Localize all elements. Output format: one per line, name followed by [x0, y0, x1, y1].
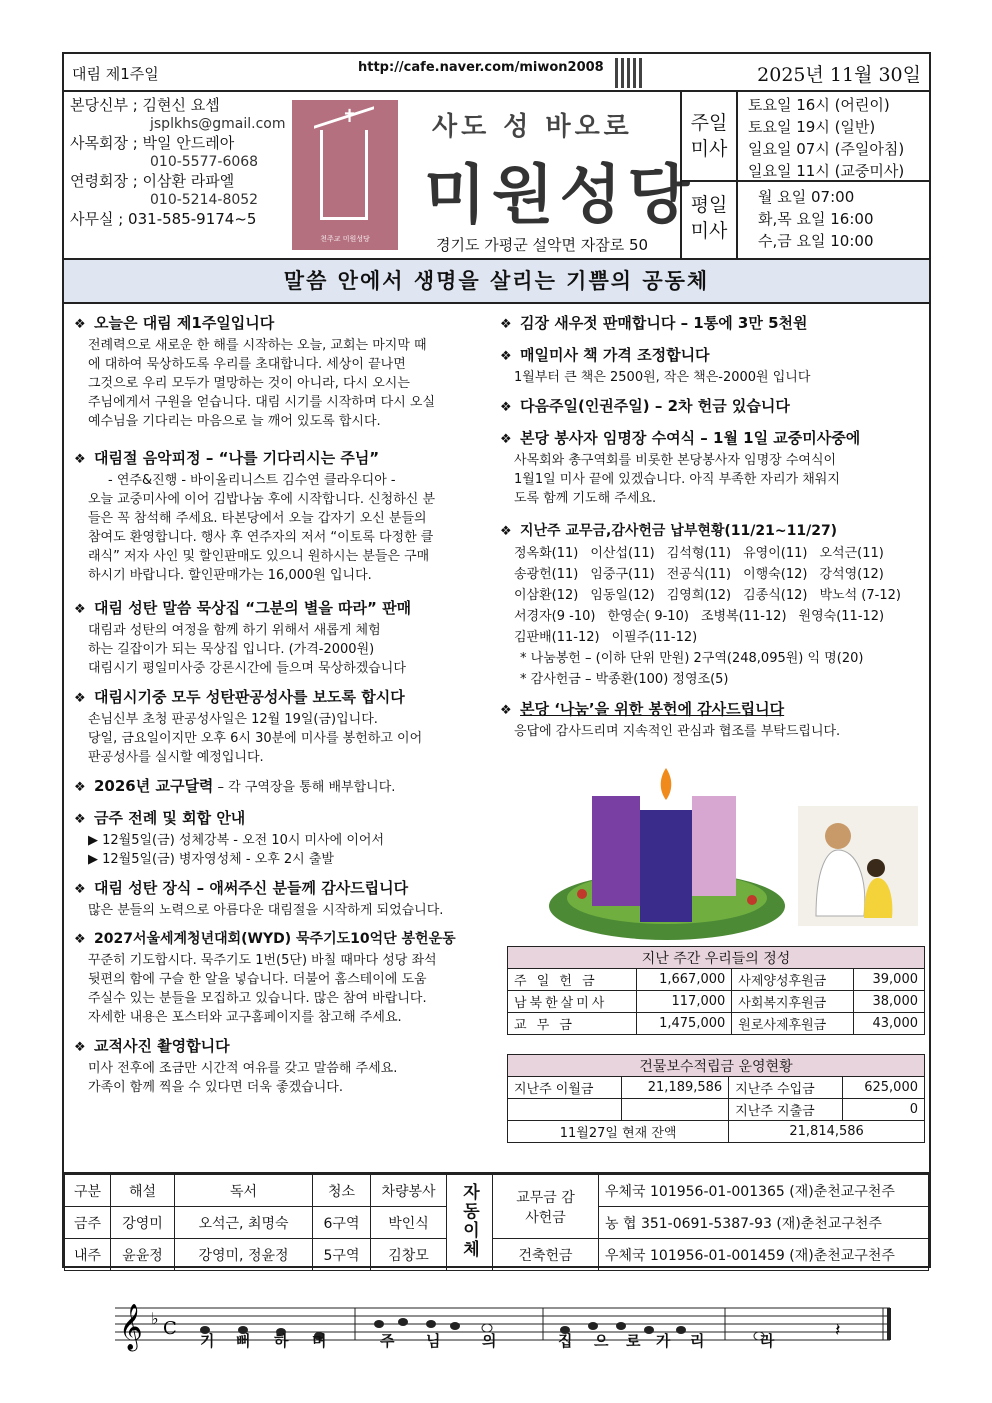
notice-line: 1월부터 큰 책은 2500원, 작은 책은-2000원 입니다: [514, 370, 811, 385]
notice-line: 판공성사를 실시할 예정입니다.: [88, 750, 264, 765]
notice-line: 대림과 성탄의 여정을 함께 하기 위해서 새롭게 체험: [88, 623, 381, 638]
candle-pink: [692, 796, 736, 896]
notice-line: 주님에게서 구원을 얻습니다. 대림 시기를 시작하며 다시 오실: [88, 395, 436, 410]
diamond-bullet-icon: ❖: [74, 932, 86, 947]
top-strip: [64, 54, 929, 92]
table-cell: 5구역: [313, 1239, 371, 1271]
table-cell: 사제양성후원금: [732, 969, 854, 991]
advent-wreath-image: [542, 766, 792, 954]
table-cell: 내주: [65, 1239, 111, 1271]
jesus-head: [825, 823, 851, 849]
table-header: 구분: [65, 1175, 111, 1207]
donor: 이행숙(12): [743, 567, 808, 582]
staff-office: 사무실 ; 031-585-9174~5: [70, 210, 257, 228]
notice-line: 하시기 바랍니다. 할인판매가는 16,000원 입니다.: [88, 568, 372, 583]
table-cell: 강영미, 정윤정: [175, 1239, 313, 1271]
donor: 전공식(11): [666, 567, 732, 582]
notice-line: 자세한 내용은 포스터와 교구홈페이지를 참고해 주세요.: [88, 1010, 402, 1025]
staff-council: 사목회장 ; 박일 안드레아: [70, 134, 235, 152]
lyric-syllable: 의: [482, 1332, 498, 1350]
church-address: 경기도 가평군 설악면 자잠로 50: [436, 236, 649, 254]
mass-schedule: [680, 92, 929, 258]
cross-icon: ✝: [342, 106, 358, 127]
wreath-berry: [577, 889, 587, 899]
rest-icon: 𝄽: [835, 1320, 841, 1341]
notice-line: ▶ 12월5일(금) 성체강복 - 오전 10시 미사에 이어서: [88, 833, 385, 848]
qr-code-icon[interactable]: [615, 58, 645, 88]
donor: 김영희(12): [666, 588, 732, 603]
lyric-syllable: 라: [760, 1332, 776, 1350]
donor: 조병복(11-12): [700, 609, 787, 624]
lyric-syllable: 가: [656, 1332, 672, 1350]
sunday-mass-time: 일요일 11시 (교중미사): [748, 162, 905, 180]
notice-title: 교적사진 촬영합니다: [94, 1037, 230, 1055]
notice-line: 하는 길잡이가 되는 묵상집 입니다. (가격-2000원): [88, 642, 375, 657]
notice-line: 가족이 함께 찍을 수 있다면 더욱 좋겠습니다.: [88, 1080, 343, 1095]
staff-funeral-phone: 010-5214-8052: [150, 192, 259, 208]
donor: 이산섭(11): [590, 546, 655, 561]
notice-line: ▶ 12월5일(금) 병자영성체 - 오후 2시 출발: [88, 852, 334, 867]
notice-music-retreat: [74, 447, 484, 585]
staff-priest-email[interactable]: jsplkhs@gmail.com: [150, 116, 286, 132]
notice-title: 대림시기중 모두 성탄판공성사를 보도록 합시다: [94, 688, 405, 706]
notice-today: [74, 312, 484, 431]
diamond-bullet-icon: ❖: [74, 317, 86, 332]
notice-line: 많은 분들의 노력으로 아름다운 대림절을 시작하게 되었습니다.: [88, 903, 444, 918]
notice-line: - 연주&진행 - 바이올리니스트 김수연 클라우디아 -: [108, 473, 396, 488]
table-cell: 1,667,000: [636, 969, 732, 991]
cafe-url[interactable]: http://cafe.naver.com/miwon2008: [358, 60, 604, 75]
notice-line: 들은 꼭 참석해 주세요. 타본당에서 오늘 갑자기 오신 분들의: [88, 511, 427, 526]
table-cell: 11월27일 현재 잔액: [508, 1121, 729, 1143]
notice-meditation-book: [74, 597, 484, 678]
diamond-bullet-icon: ❖: [74, 691, 86, 706]
donor: 김석형(11): [666, 546, 732, 561]
table-cell: 43,000: [854, 1013, 925, 1035]
candle-purple: [592, 796, 640, 906]
weekday-mass: [682, 182, 931, 258]
notice-line: 전례력으로 새로운 한 해를 시작하는 오늘, 교회는 마지막 때: [88, 338, 427, 353]
bulletin-date: 2025년 11월 30일: [757, 64, 921, 86]
table-cell: 강영미: [111, 1207, 175, 1239]
notice-liturgy: [74, 807, 484, 869]
sunday-mass-label: 주일 미사: [682, 92, 738, 180]
donor: 한영순( 9-10): [607, 609, 689, 624]
notice-title: 대림 성탄 말씀 묵상집 “그분의 별을 따라” 판매: [94, 599, 412, 617]
diamond-bullet-icon: ❖: [500, 400, 512, 415]
lyric-syllable: 로: [626, 1332, 642, 1350]
table-cell: 6구역: [313, 1207, 371, 1239]
notice-line: 래식” 저자 사인 및 할인판매도 있으니 원하시는 분들은 구매: [88, 549, 430, 564]
table-cell: 금주: [65, 1207, 111, 1239]
notice-kimchi: [500, 312, 925, 336]
notice-line: 꾸준히 기도합시다. 묵주기도 1번(5단) 바칠 때마다 성당 좌석: [88, 953, 437, 968]
notice-title: 2026년 교구달력: [94, 777, 214, 795]
donor: 임중구(11): [590, 567, 655, 582]
bulletin-page: [62, 52, 931, 1268]
notice-line: 응답에 감사드리며 지속적인 관심과 협조를 부탁드립니다.: [514, 724, 841, 739]
notice-tail: – 각 구역장을 통해 배부합니다.: [213, 780, 396, 795]
table-cell: 지난주 지출금: [729, 1099, 843, 1121]
sunday-mass-list: [748, 94, 904, 182]
notice-line: 대림시기 평일미사중 강론시간에 들으며 묵상하겠습니다: [88, 661, 406, 676]
child-head: [867, 859, 885, 877]
wreath-berry: [747, 895, 757, 905]
table-cell: 38,000: [854, 991, 925, 1013]
table-row: [508, 1013, 925, 1035]
diamond-bullet-icon: ❖: [74, 452, 86, 467]
header: [64, 92, 929, 260]
donor: 원영숙(11-12): [798, 609, 885, 624]
table-cell: 21,189,586: [621, 1077, 729, 1099]
table-cell: 1,475,000: [636, 1013, 732, 1035]
table-cell: 21,814,586: [729, 1121, 925, 1143]
sunday-mass: [682, 92, 931, 182]
lyric-syllable: 하: [274, 1332, 290, 1350]
weekday-mass-label: 평일 미사: [682, 182, 738, 258]
weekday-mass-list: [758, 186, 874, 252]
lyric-syllable: 며: [312, 1332, 328, 1350]
lyric-syllable: 으: [594, 1332, 610, 1350]
notice-photo: [74, 1035, 484, 1097]
sunday-mass-time: 토요일 19시 (일반): [748, 118, 876, 136]
diamond-bullet-icon: ❖: [74, 780, 86, 795]
donor: 이삼환(12): [514, 588, 579, 603]
notice-wyd: [74, 928, 484, 1027]
common-time-icon: C: [163, 1318, 177, 1339]
notice-title: 본당 봉사자 임명장 수여식 – 1월 1일 교중미사중에: [520, 429, 861, 447]
treble-clef-icon: 𝄞: [119, 1304, 143, 1350]
lyric-syllable: 뻐: [236, 1332, 252, 1350]
church-name: 미원성당: [424, 159, 696, 233]
notice-title: 지난주 교무금,감사헌금 납부현황(11/21~11/27): [520, 523, 838, 539]
staff-contacts: [70, 96, 286, 229]
table-row: [508, 1077, 925, 1099]
table-cell: 625,000: [842, 1077, 924, 1099]
weekday-mass-time: 화,목 요일 16:00: [758, 210, 874, 228]
table-header: 차량봉사: [371, 1175, 447, 1207]
donor: 유영이(11): [743, 546, 808, 561]
notice-line: 오늘 교중미사에 이어 김밥나눔 후에 시작합니다. 신청하신 분: [88, 492, 436, 507]
notice-line: 사목회와 총구역회를 비롯한 본당봉사자 임명장 수여식이: [514, 453, 837, 468]
notice-line: 당일, 금요일이지만 오후 6시 30분에 미사를 봉헌하고 이어: [88, 731, 423, 746]
staff-funeral: 연령회장 ; 이삼환 라파엘: [70, 172, 235, 190]
table-header: 독서: [175, 1175, 313, 1207]
parish-motto: 말씀 안에서 생명을 살리는 기쁨의 공동체: [64, 260, 929, 304]
right-column: [500, 312, 925, 749]
notice-line: 그것으로 우리 모두가 멸망하는 것이 아니라, 다시 오시는: [88, 376, 410, 391]
left-column: [74, 312, 484, 1105]
table-header: 청소: [313, 1175, 371, 1207]
weekday-mass-time: 수,금 요일 10:00: [758, 232, 874, 250]
diamond-bullet-icon: ❖: [500, 524, 512, 539]
thanks-offering: * 감사헌금 – 박종환(100) 정영조(5): [520, 672, 729, 687]
donor: 서경자(9 -10): [514, 609, 596, 624]
notice-title: 다음주일(인권주일) – 2차 헌금 있습니다: [520, 397, 790, 415]
table-cell: 원로사제후원금: [732, 1013, 854, 1035]
notice-title: 매일미사 책 가격 조정합니다: [520, 346, 710, 364]
diamond-bullet-icon: ❖: [500, 349, 512, 364]
song-score: [115, 1276, 895, 1376]
table-cell: 지난주 이월금: [508, 1077, 622, 1099]
donor: 박노석 (7-12): [819, 588, 901, 603]
donor: 송광헌(11): [514, 567, 579, 582]
notice-appointment: [500, 427, 925, 508]
liturgical-week: 대림 제1주일: [72, 65, 159, 83]
notice-line: 예수님을 기다리는 마음으로 늘 깨어 있도록 합시다.: [88, 414, 381, 429]
jesus-child-image: [798, 806, 918, 926]
table-cell: 김창모: [371, 1239, 447, 1271]
table-header: 해설: [111, 1175, 175, 1207]
notice-title: 금주 전례 및 회합 안내: [94, 809, 246, 827]
candle-flame: [661, 768, 672, 800]
notice-title: 오늘은 대림 제1주일입니다: [94, 314, 275, 332]
bank-label: 건축헌금: [493, 1239, 599, 1271]
table-cell: 남북한살미사: [508, 991, 637, 1013]
notice-line: 도록 함께 기도해 주세요.: [514, 491, 657, 506]
table-cell: 오석근, 최명숙: [175, 1207, 313, 1239]
notice-line: 주실수 있는 분들을 모집하고 있습니다. 많은 참여 바랍니다.: [88, 991, 427, 1006]
bank-label: 교무금 감사헌금: [493, 1175, 599, 1239]
table-row: [65, 1239, 929, 1271]
table-cell: 0: [842, 1099, 924, 1121]
donor: 김판배(11-12): [514, 630, 600, 645]
notice-line: 손님신부 초청 판공성사일은 12월 19일(금)입니다.: [88, 712, 378, 727]
notice-title: 김장 새우젓 판매합니다 – 1통에 3만 5천원: [520, 314, 808, 332]
diamond-bullet-icon: ❖: [74, 1040, 86, 1055]
building-fund-table: [507, 1054, 925, 1143]
offering-table: [507, 946, 925, 1035]
donor: 오석근(11): [819, 546, 884, 561]
table-cell: [508, 1099, 622, 1121]
table-cell: 117,000: [636, 991, 732, 1013]
table-row: [508, 1121, 925, 1143]
weekday-mass-time: 월 요일 07:00: [758, 188, 855, 206]
lyric-syllable: 님: [426, 1332, 442, 1350]
donor: 강석영(12): [819, 567, 884, 582]
notice-calendar: [74, 775, 484, 799]
notice-second-collection: [500, 395, 925, 419]
lyric-syllable: 주: [380, 1332, 396, 1350]
table-cell: 주 일 헌 금: [508, 969, 637, 991]
notice-line: 참여도 환영합니다. 행사 후 연주자의 저서 “이토록 다정한 클: [88, 530, 434, 545]
auto-transfer-text: 자동이체: [459, 1182, 479, 1259]
church-logo: [292, 100, 398, 250]
notice-line: 에 대하여 묵상하도록 우리를 초대합니다. 세상이 끝나면: [88, 357, 406, 372]
staff-priest: 본당신부 ; 김현신 요셉: [70, 96, 220, 114]
notice-title: 대림 성탄 장식 – 애써주신 분들께 감사드립니다: [94, 879, 409, 897]
candle-violet: [640, 810, 692, 922]
donor: 임동일(12): [590, 588, 655, 603]
flat-sign-icon: ♭: [151, 1309, 159, 1328]
logo-building: [320, 130, 368, 220]
table-cell: 지난주 수입금: [729, 1077, 843, 1099]
notice-confession: [74, 686, 484, 767]
table-row: [508, 969, 925, 991]
notice-missal-price: [500, 344, 925, 387]
church-subtitle: 사도 성 바오로: [432, 112, 633, 142]
duty-table: [64, 1174, 929, 1271]
logo-caption: 천주교 미원성당: [320, 235, 370, 243]
lyric-syllable: 기: [200, 1332, 216, 1350]
diamond-bullet-icon: ❖: [74, 882, 86, 897]
table-row: [65, 1175, 929, 1207]
diamond-bullet-icon: ❖: [74, 812, 86, 827]
bank-account: 농 협 351-0691-5387-93 (재)춘천교구천주: [599, 1207, 929, 1239]
notice-sharing-thanks: [500, 698, 925, 741]
lyric-syllable: 리: [690, 1332, 706, 1350]
notice-title: 2027서울세계청년대회(WYD) 묵주기도10억단 봉헌운동: [94, 931, 456, 947]
notice-title: 대림절 음악피정 – “나를 기다리시는 주님”: [94, 449, 380, 467]
diamond-bullet-icon: ❖: [74, 602, 86, 617]
table-cell: [621, 1099, 729, 1121]
sharing-offering: * 나눔봉헌 – (이하 단위 만원) 2구역(248,095원) 익 명(20): [520, 651, 864, 666]
notice-decoration: [74, 877, 484, 920]
table-row: [508, 1099, 925, 1121]
table-cell: 윤윤정: [111, 1239, 175, 1271]
diamond-bullet-icon: ❖: [500, 432, 512, 447]
table-cell: 박인식: [371, 1207, 447, 1239]
bank-account: 우체국 101956-01-001459 (재)춘천교구천주: [599, 1239, 929, 1271]
sunday-mass-time: 토요일 16시 (어린이): [748, 96, 890, 114]
notice-title: 본당 ‘나눔’을 위한 봉헌에 감사드립니다: [520, 700, 785, 718]
diamond-bullet-icon: ❖: [500, 317, 512, 332]
donor: 정옥화(11): [514, 546, 579, 561]
lyric-syllable: 집: [558, 1332, 574, 1350]
auto-transfer-label: [447, 1175, 493, 1271]
notice-line: 1월1일 미사 끝에 있겠습니다. 아직 부족한 자리가 채워지: [514, 472, 840, 487]
sunday-mass-time: 일요일 07시 (주일아침): [748, 140, 905, 158]
table-cell: 교 무 금: [508, 1013, 637, 1035]
notice-line: 미사 전후에 조금만 시간적 여유를 갖고 말씀해 주세요.: [88, 1061, 398, 1076]
donor: 김종식(12): [743, 588, 808, 603]
diamond-bullet-icon: ❖: [500, 703, 512, 718]
table-cell: 39,000: [854, 969, 925, 991]
bank-account: 우체국 101956-01-001365 (재)춘천교구천주: [599, 1175, 929, 1207]
donor-names: [500, 543, 925, 690]
building-title: 건물보수적립금 운영현황: [508, 1055, 925, 1077]
notice-line: 뒷편의 함에 구슬 한 알을 넣습니다. 더불어 홈스테이에 도움: [88, 972, 427, 987]
duty-roster: [64, 1172, 929, 1268]
donor: 이필주(11-12): [611, 630, 698, 645]
staff-council-phone: 010-5577-6068: [150, 154, 259, 170]
offering-title: 지난 주간 우리들의 정성: [508, 947, 925, 969]
table-row: [508, 991, 925, 1013]
table-cell: 사회복지후원금: [732, 991, 854, 1013]
notice-dues: [500, 520, 925, 690]
